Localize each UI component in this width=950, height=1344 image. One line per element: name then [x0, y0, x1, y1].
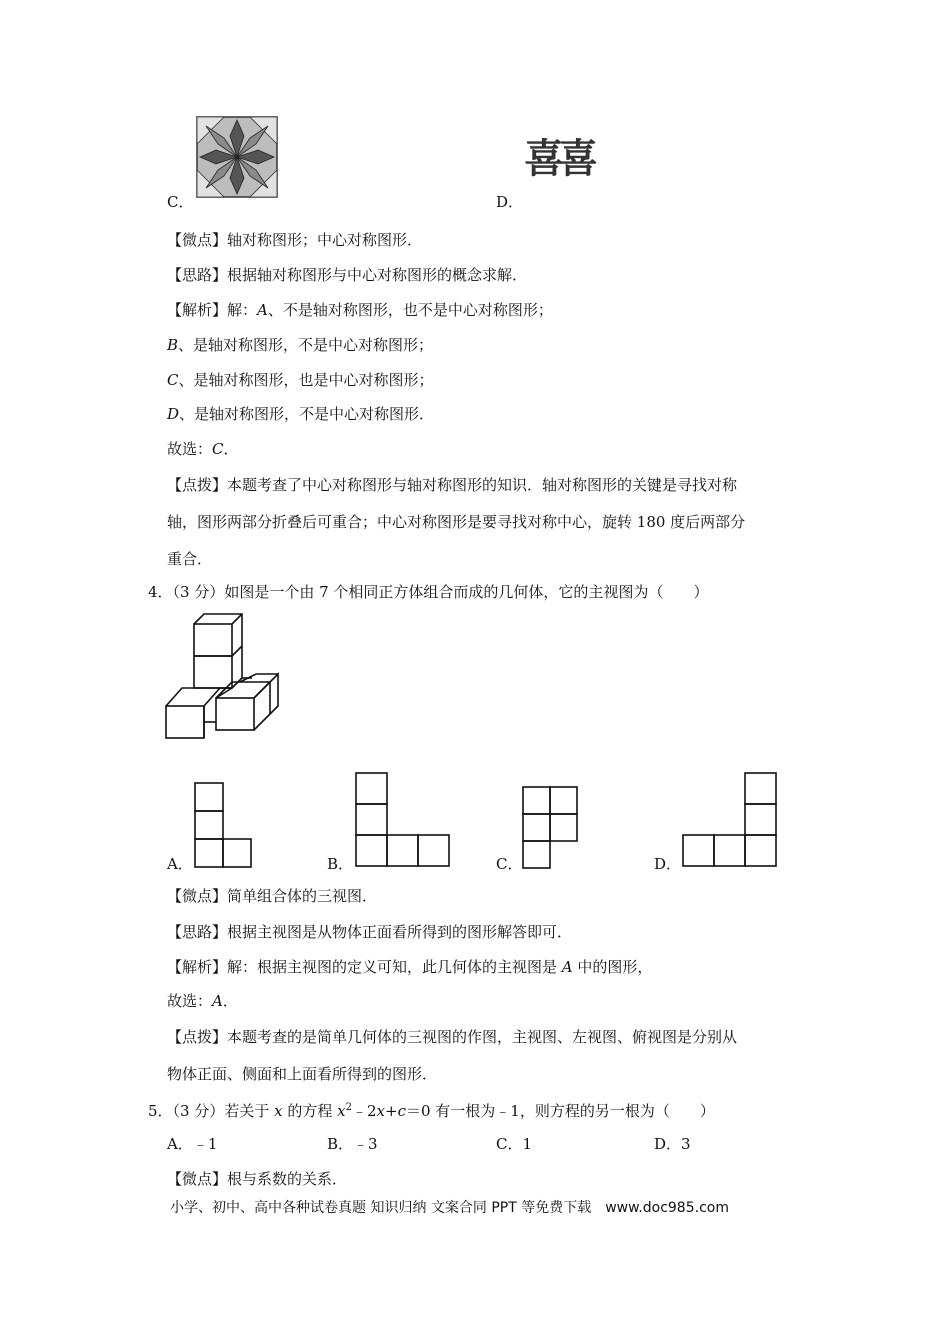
q5-eq-exponent: 2 — [345, 1102, 352, 1113]
q4-option-d-figure — [682, 772, 780, 872]
q4-weidian: 【微点】简单组合体的三视图． — [167, 887, 378, 905]
q4-option-c-label: C． — [496, 855, 523, 873]
q3-answer-prefix: 故选： — [167, 440, 213, 458]
q4-option-c-figure — [522, 786, 580, 872]
q3-dianbo-line-3: 重合． — [167, 550, 213, 568]
q5-stem — [148, 1098, 715, 1121]
q4-dianbo-line-1: 【点拨】本题考查的是简单几何体的三视图的作图，主视图、左视图、俯视图是分别从 — [167, 1028, 738, 1046]
option-d-double-happiness-figure — [524, 118, 592, 200]
q3-weidian: 【微点】轴对称图形；中心对称图形． — [167, 231, 423, 249]
q5-option-c: C．1 — [496, 1135, 533, 1153]
q5-option-a: A．﹣1 — [167, 1135, 218, 1153]
q3-var-d: D — [167, 405, 180, 423]
q5-eq-rest-1: ﹣2 — [351, 1102, 377, 1120]
q4-jiexi-suffix: 中的图形， — [572, 958, 653, 976]
q4-silu: 【思路】根据主视图是从物体正面看所得到的图形解答即可． — [167, 923, 573, 941]
q4-answer-suffix: ． — [222, 992, 238, 1010]
q5-option-b: B．﹣3 — [327, 1135, 378, 1153]
q3-c-text: 、是轴对称图形，也是中心对称图形； — [178, 371, 434, 389]
q4-cube-solid-figure — [160, 612, 282, 744]
q3-b-text: 、是轴对称图形，不是中心对称图形； — [178, 336, 434, 354]
q5-eq-x2: x — [376, 1102, 385, 1120]
q4-jiexi — [167, 957, 652, 977]
q3-answer-suffix: ． — [223, 440, 239, 458]
q3-dianbo-line-1: 【点拨】本题考查了中心对称图形与轴对称图形的知识．轴对称图形的关键是寻找对称 — [167, 476, 738, 494]
q4-option-d-label: D． — [654, 855, 682, 873]
q3-jiexi-prefix: 【解析】解： — [167, 301, 258, 319]
q4-jiexi-var: A — [561, 958, 573, 976]
q5-stem-prefix: 5．（3 分）若关于 — [148, 1102, 275, 1120]
q4-answer-var: A — [212, 992, 223, 1010]
q5-eq-rest-2: ＝0 有一根为﹣1，则方程的另一根为（ ） — [405, 1102, 715, 1120]
q5-eq-c: c — [397, 1102, 406, 1120]
q4-stem: 4．（3 分）如图是一个由 7 个相同正方体组合而成的几何体，它的主视图为（ ） — [148, 583, 709, 601]
option-c-label: C． — [167, 193, 194, 211]
q5-eq-x: x — [337, 1102, 346, 1120]
q5-option-d: D．3 — [654, 1135, 691, 1153]
q4-option-b-figure — [355, 772, 453, 872]
q3-option-c-analysis — [167, 370, 434, 390]
q3-var-b: B — [167, 336, 179, 354]
q4-answer-prefix: 故选： — [167, 992, 213, 1010]
q5-eq-plus: + — [385, 1102, 398, 1120]
q4-answer — [167, 991, 238, 1011]
q3-dianbo-line-2: 轴，图形两部分折叠后可重合；中心对称图形是要寻找对称中心，旋转 180 度后两部分 — [167, 513, 746, 531]
q3-jiexi-var-a: A — [257, 301, 268, 319]
page-footer: 小学、初中、高中各种试卷真题 知识归纳 文案合同 PPT 等免费下载 www.doc985.com — [170, 1200, 729, 1216]
q4-option-a-label: A． — [167, 855, 193, 873]
q5-weidian: 【微点】根与系数的关系． — [167, 1170, 348, 1188]
q3-answer-var: C — [212, 440, 224, 458]
q3-option-b-analysis — [167, 335, 433, 355]
q5-stem-mid: 的方程 — [282, 1102, 338, 1120]
q4-jiexi-prefix: 【解析】解：根据主视图的定义可知，此几何体的主视图是 — [167, 958, 562, 976]
q3-silu: 【思路】根据轴对称图形与中心对称图形的概念求解． — [167, 266, 528, 284]
q5-stem-x: x — [274, 1102, 283, 1120]
q4-option-b-label: B． — [327, 855, 354, 873]
q3-option-d-analysis — [167, 404, 434, 424]
q3-jiexi-a-text: 、不是轴对称图形，也不是中心对称图形； — [267, 301, 553, 319]
option-c-flower-figure — [196, 116, 278, 198]
q3-answer — [167, 439, 239, 459]
q4-option-a-figure — [194, 782, 254, 872]
q3-d-text: 、是轴对称图形，不是中心对称图形． — [179, 405, 435, 423]
option-d-label: D． — [496, 193, 524, 211]
double-happiness-glyphs: 喜喜 — [524, 136, 592, 182]
q4-dianbo-line-2: 物体正面、侧面和上面看所得到的图形． — [167, 1065, 438, 1083]
q3-jiexi — [167, 300, 553, 320]
q3-var-c: C — [167, 371, 179, 389]
